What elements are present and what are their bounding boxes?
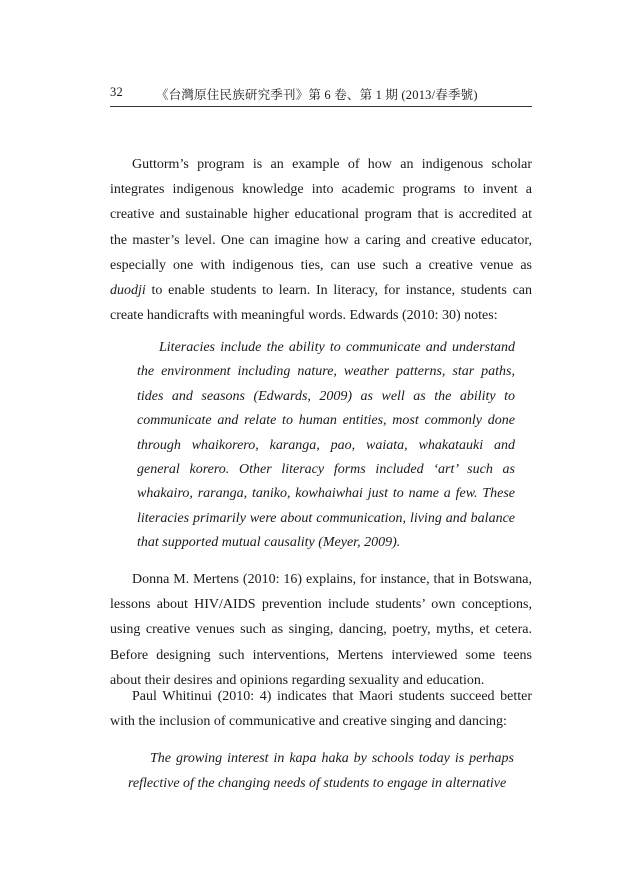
paragraph-text: to enable students to learn. In literacy, for instance, students can create handicrafts with meaningful words. Edwards (2010: 30) notes:	[110, 283, 532, 324]
paragraph-mertens: Donna M. Mertens (2010: 16) explains, for instance, that in Botswana, lessons about HIV/AIDS prevention include students’ own conceptions, using creative venues such as singing, dancing, poetry, myths, et cetera. Before designing such interventions, Mertens interviewed some teens about their desires and opinions regarding sexuality and education.	[110, 572, 532, 688]
journal-title: 《台灣原住民族研究季刊》第 6 卷、第 1 期 (2013/春季號)	[156, 88, 478, 102]
paragraph-guttorm	[110, 152, 532, 328]
emphasis-term: duodji	[110, 283, 146, 299]
running-header	[110, 85, 532, 107]
page-number: 32	[110, 85, 123, 99]
paragraph-text: Guttorm’s program is an example of how an indigenous scholar integrates indigenous knowledge into academic programs to invent a creative and sustainable higher educational program that is accredited at the master’s level. One can imagine how a caring and creative educator, especially one with indigenous ties, can use such a creative venue as	[110, 157, 532, 273]
block-quote-edwards: Literacies include the ability to communicate and understand the environment including nature, weather patterns, star paths, tides and seasons (Edwards, 2009) as well as the ability to communicate and relate to human entities, most commonly done through whaikorero, karanga, pao, waiata, whakatauki and general korero. Other literacy forms included ‘art’ such as whakairo, raranga, taniko, kowhaiwhai just to name a few. These literacies primarily were about communication, living and balance that supported mutual causality (Meyer, 2009).	[137, 340, 515, 551]
block-quote-whitinui: The growing interest in kapa haka by schools today is perhaps reflective of the changing needs of students to engage in alternative	[128, 751, 514, 791]
paragraph-whitinui: Paul Whitinui (2010: 4) indicates that Maori students succeed better with the inclusion of communicative and creative singing and dancing:	[110, 689, 532, 730]
